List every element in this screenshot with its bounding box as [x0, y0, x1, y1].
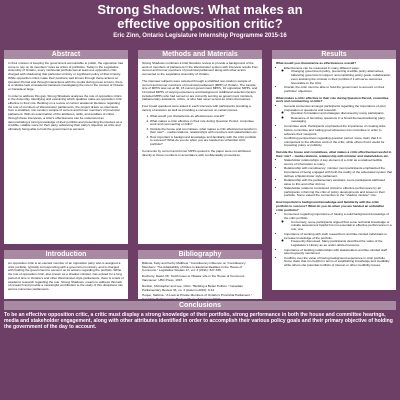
- poster-header: [0, 0, 400, 44]
- results-sublist: [291, 70, 392, 85]
- results-sublist: [291, 240, 392, 247]
- results-item: • Committee work. Participants emphasized the importance of creating links before committee and calling good witnesses into committee in order to advance their viewpoint.: [284, 125, 392, 136]
- bibliography-entry: Docherty, David. Mr. Smith Goes to Ottawa: Life in the House of Commons. Vancouver: UBC Press, 1997.: [142, 274, 246, 282]
- methods-paragraph: Strong Shadows combines a brief literature review to provide a background of the work of members of parliament in the Westminster system with interview results from current and former members of provincial parliament along with other actors connected to the Legislative Assembly of Ontario.: [142, 61, 258, 77]
- results-question: What would you characterize as effectiveness overall?: [276, 61, 357, 65]
- introduction-paragraph: An opposition critic is an elected member of an opposition party who is assigned a critic portfolio, typically corresponding with a government ministry, and is charged with holding the government to account on its actions regarding the portfolio. While the role of opposition critic, also known as a shadow minister, has existed for a long period of time in Ontario's and other Westminster-style parliaments, there is a lack of academic research regarding the role. Strong Shadows, means to address this lack of research and provide a meaningful contribution to the study of this ubiquitous role across numerous parliaments.: [8, 261, 124, 291]
- results-list: [284, 105, 392, 148]
- results-subitem: ◦ Relevance of items/key questions in a broad themes/marketing party messaging.: [291, 117, 392, 124]
- results-item: • Effectiveness can be measured in many different ways: ◦ Changing government policy, preventing credible policy alternatives, balancing government support, accomplishing policy goals, collaboration; even assisting the minister in their portfolio if it will serve outcomes favourable to the critic.: [284, 67, 392, 86]
- bibliography-entry: Blidook, Kelly and Kerby Matthew. "Constituency influence on 'Constituency Members': The Adaptability of Roles to Electoral Realities in the House of Commons." Legislative Studies 17, vol. 3 (2011): 327-339.: [142, 261, 246, 273]
- results-list: [284, 67, 392, 94]
- bibliography-heading: Bibliography: [138, 250, 262, 259]
- results-section: [272, 50, 396, 290]
- results-list: [284, 213, 392, 267]
- conclusions-heading: Conclusions: [4, 301, 396, 310]
- bibliography-section: [138, 250, 262, 299]
- results-item: • Consensus regarding importance of having a solid background knowledge of the critic portfolio. ◦ Conversely, some participants argued that some technical knowledge or outside assessment helpful but not essential to effective performance in a role, one: [284, 213, 392, 232]
- introduction-body: [4, 259, 128, 299]
- interview-question: 3. Outside the house and committees, what makes a critic effective/successful in their role? – media relations, relationships with members and stakeholders etc.: [150, 128, 258, 135]
- results-question: How important is background knowledge and familiarity with the critic portfolio to success? What do you do when you are handed an unfamiliar critic portfolio?: [276, 200, 384, 212]
- results-item: • Conflicts over the value of having background experience in critic portfolio. Some claim that it is helpful in terms of establishing knowledge and credibility while others cite potential conflicts of interest or other credibility issues.: [284, 257, 392, 268]
- results-sublist: [291, 221, 392, 232]
- bibliography-entry: Dunbar, Christopher and Lee, Chris. "Building a Better Politics." Canadian Parliamentary Review 33, no. 3 (Autumn 2010): 9-12.: [142, 283, 243, 292]
- abstract-heading: Abstract: [4, 50, 128, 59]
- abstract-body: [4, 59, 128, 244]
- results-item: • Importance of working with staff, researchers and like-minded individuals to increase knowledge of the portfolio. ◦ Frequently discussed. Many participants described the value of the Legislature's Library as an under-utilized resource.: [284, 233, 392, 248]
- results-subitem: ◦ Conversely, some participants argued that some technical knowledge or outside assessment helpful but not essential to effective performance in a role, one: [291, 221, 392, 232]
- results-subitem: ◦ Question formulation and strategies discussed by many participants.: [291, 112, 392, 116]
- results-heading: Results: [272, 50, 396, 59]
- introduction-heading: Introduction: [4, 250, 128, 259]
- results-item: • Relationship with the parliamentary assistant: some participants attributed value to this and other did not.: [284, 179, 392, 186]
- results-item: • Stakeholder relationships: A key element of a critic as a relative/credible source of information to many.: [284, 159, 392, 166]
- results-sublist: [291, 112, 392, 124]
- methods-section: [138, 50, 262, 244]
- results-item: • Overall, the critic must be able to hold the government to account on their portfolios' objectives.: [284, 86, 392, 93]
- methods-closing: Comments by current and former MPPs quoted in the paper were not attributed directly to those members in accordance with confidentiality procedures.: [142, 148, 251, 157]
- interview-question: 2. What makes a critic effective in their role during Question Period, committee work and commenting on bills?: [150, 120, 258, 127]
- results-subitem: ◦ Changing government policy, preventing credible policy alternatives, balancing government support, accomplishing policy goals, collaboration; even assisting the minister in their portfolio if it will serve outcomes favourable to the critic.: [291, 70, 392, 85]
- methods-paragraph: The interview subjects were selected through a stratified non-random sample of current and former members of provincial parliament (MPP) of Ontario. The sample size of MPPs was set at 30, 15 current government MPPs, 10 opposition MPPs, and 10 retired MPPs of varying experience and background. Additional selection factors included MPPs who had served or are currently serving as government ministers, parliamentary assistants, critics, or who had never served as critics themselves.: [142, 78, 258, 102]
- results-question: Outside the house and committees, what makes a critic effective/successful in their role? – media relations, relationship with minister and stakeholders etc.: [276, 149, 392, 158]
- right-column: [272, 50, 396, 290]
- poster-authors: Eric Zinn, Ontario Legislature Internship Programme 2015-16: [113, 33, 287, 39]
- introduction-section: [4, 250, 128, 299]
- results-subitem: ◦ Frequently discussed. Many participants described the value of the Legislature's Library as an under-utilized resource.: [291, 240, 392, 247]
- results-item: • Importance of building relationships with stakeholders and like-minded staff also frequently mentioned.: [284, 249, 392, 256]
- bibliography-entry: Hoque, Sabrina. "A Look at Private Members of Ontario's Provincial Parliament.": [142, 293, 252, 298]
- results-item: • Conflicting perspectives regarding question period: some claim that it is unimportant to the effective work of the critic, while others find it useful for impacting policy or publicity.: [284, 137, 392, 148]
- results-body: [272, 59, 396, 290]
- methods-paragraph: Four broad questions were asked in each interview with participants providing a variety of answers as well as providing a consensus on certain issues:: [142, 104, 251, 112]
- conclusions-text: To be an effective opposition critic, a critic must display a strong knowledge of their portfolio, strong performance in both the house and committee hearings, media and stakeholder engagement, along with other attributes identified in order to accomplish their various policy goals and their primary objective of holding the government of the day to account.: [4, 310, 396, 331]
- abstract-paragraph: In order to address this gap, Strong Shadows analyses the role of opposition critics in the Assembly, identifying and examining which qualities make an opposition critic effective in their role. Building on a review of current academic literature regarding the role of members of Westminster parliaments, the project draws on interviews from a stratified, non-random sample of current and former members of provincial parliament. With an examination of the attributes, skills, and qualities of critics through these interviews, a critic's effectiveness can be understood as demonstrating a strong knowledge of their portfolio and presenting themselves as a credible, reliable voice for their party, advancing their party's objective as critic and ultimately being able to hold the government to account.: [8, 93, 123, 131]
- poster-title: Strong Shadows: What makes an effective opposition critic?: [97, 2, 303, 31]
- methods-heading: Methods and Materials: [138, 50, 262, 59]
- interview-questions-list: [150, 115, 258, 146]
- results-item: • Stakeholder relations considered critical to effective performance by all participants; informing the critic of policy developments and issues in their portfolio. Some valued the connection to the "shadow minister" role.: [284, 187, 392, 198]
- abstract-paragraph: In their mission of keeping the government accountable to public, the opposition has come to rely on its members' roles as critics of portfolios. Today in the Legislative Assembly of Ontario, every ministerial portfolio has at least one opposition critic charged with shadowing that particular ministry or significant policy of that ministry. While opposition critics make their positions well known through these actions at Question Period and through interactions with the media during press scrums, there is a relative lack of academic literature investigating the role in the context of Ontario or Canada at large.: [8, 61, 124, 91]
- bibliography-body: [138, 259, 262, 299]
- interview-question: 4. How important is background knowledge and familiarity with the critic portfolio to success? What do you do when you are handed an unfamiliar critic portfolio?: [150, 136, 258, 147]
- conclusions-section: [4, 301, 396, 331]
- results-list: [284, 159, 392, 198]
- abstract-section: [4, 50, 128, 244]
- results-item: • General consensus amongst participants regarding the importance of prior preparation of questions and research. ◦ Question formulation and strategies discussed by many participants. ◦ Relevance of items/key questions in a broad themes/marketing party messaging.: [284, 105, 392, 124]
- results-item: • Relationship with constituency: minister most participants emphasized the importance of being engaged with both the reality of the advocated system that defines a Westminster style parliament.: [284, 167, 392, 178]
- left-column: [4, 50, 128, 299]
- results-question: What makes a critic effective in their role during Question Period, committee work and commenting on bills?: [276, 95, 389, 104]
- interview-question: 1. What would you characterize as effectiveness overall?: [150, 115, 258, 119]
- methods-body: [138, 59, 262, 244]
- middle-column: [138, 50, 262, 299]
